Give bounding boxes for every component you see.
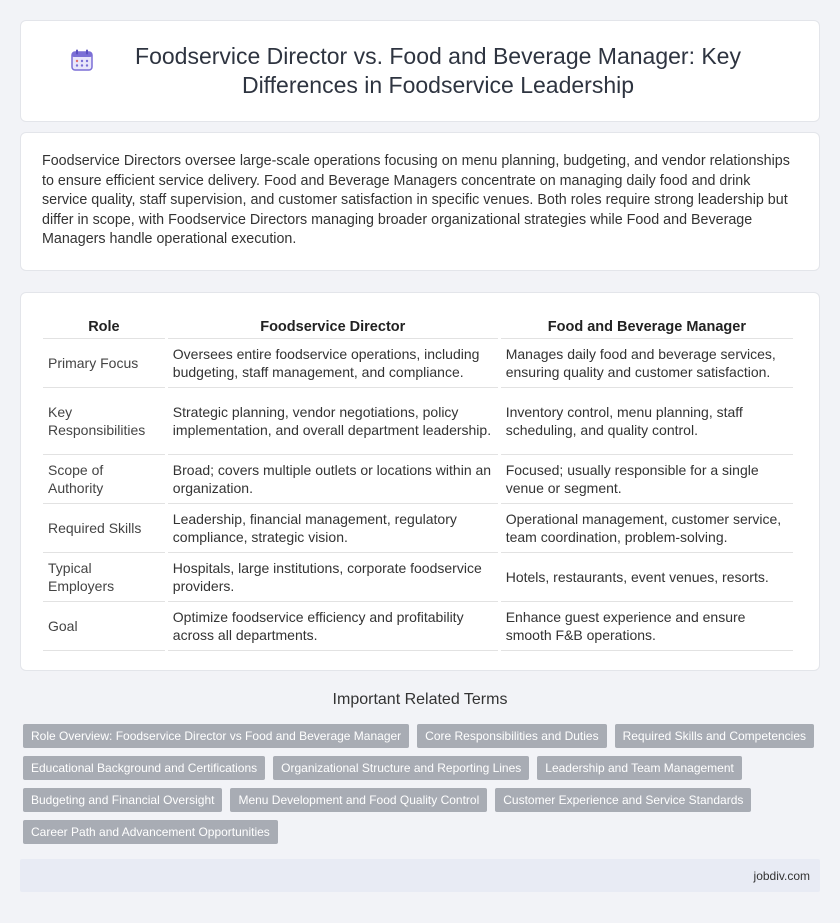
page-title: Foodservice Director vs. Food and Beverage Manager: Key Differences in Foodservice Leadership bbox=[135, 43, 741, 98]
table-row bbox=[43, 339, 793, 388]
related-tag[interactable]: Customer Experience and Service Standards bbox=[495, 788, 751, 812]
director-cell: Oversees entire foodservice operations, including budgeting, staff management, and compliance. bbox=[168, 339, 498, 388]
manager-cell: Manages daily food and beverage services, ensuring quality and customer satisfaction. bbox=[501, 339, 793, 388]
related-tag[interactable]: Menu Development and Food Quality Control bbox=[230, 788, 487, 812]
row-label: Key Responsibilities bbox=[43, 388, 165, 455]
related-tag[interactable]: Educational Background and Certifications bbox=[23, 756, 265, 780]
director-cell: Leadership, financial management, regulatory compliance, strategic vision. bbox=[168, 504, 498, 553]
row-label: Required Skills bbox=[43, 504, 165, 553]
calendar-icon bbox=[70, 48, 94, 77]
manager-cell: Hotels, restaurants, event venues, resorts. bbox=[501, 553, 793, 602]
related-tag[interactable]: Organizational Structure and Reporting Lines bbox=[273, 756, 529, 780]
row-label: Scope of Authority bbox=[43, 455, 165, 504]
related-tag[interactable]: Career Path and Advancement Opportunities bbox=[23, 820, 278, 844]
table-row bbox=[43, 553, 793, 602]
intro-text: Foodservice Directors oversee large-scale operations focusing on menu planning, budgeting, and vendor relationships to ensure efficient service delivery. Food and Beverage Managers concentrate on managing daily food and drink service quality, staff supervision, and customer satisfaction in specific venues. Both roles require strong leadership but differ in scope, with Foodservice Directors managing broader organizational strategies while Food and Beverage Managers handle operational execution. bbox=[42, 153, 790, 248]
table-row bbox=[43, 602, 793, 651]
manager-cell: Inventory control, menu planning, staff scheduling, and quality control. bbox=[501, 388, 793, 455]
row-label: Goal bbox=[43, 602, 165, 651]
footer bbox=[20, 859, 820, 892]
comparison-table-card bbox=[20, 292, 820, 671]
comparison-table bbox=[40, 309, 796, 651]
footer-site-link[interactable]: jobdiv.com bbox=[753, 868, 810, 883]
manager-cell: Enhance guest experience and ensure smooth F&B operations. bbox=[501, 602, 793, 651]
related-tag[interactable]: Required Skills and Competencies bbox=[615, 724, 814, 748]
header-foodservice-director: Foodservice Director bbox=[168, 309, 498, 339]
table-row bbox=[43, 388, 793, 455]
row-label: Primary Focus bbox=[43, 339, 165, 388]
title-card bbox=[20, 20, 820, 122]
row-label: Typical Employers bbox=[43, 553, 165, 602]
director-cell: Optimize foodservice efficiency and profitability across all departments. bbox=[168, 602, 498, 651]
related-tag[interactable]: Core Responsibilities and Duties bbox=[417, 724, 606, 748]
related-tag[interactable]: Leadership and Team Management bbox=[537, 756, 742, 780]
director-cell: Hospitals, large institutions, corporate foodservice providers. bbox=[168, 553, 498, 602]
related-terms-heading: Important Related Terms bbox=[332, 691, 508, 708]
related-tag[interactable]: Budgeting and Financial Oversight bbox=[23, 788, 222, 812]
related-tag[interactable]: Role Overview: Foodservice Director vs Food and Beverage Manager bbox=[23, 724, 409, 748]
table-header-row bbox=[43, 309, 793, 339]
manager-cell: Operational management, customer service, team coordination, problem-solving. bbox=[501, 504, 793, 553]
table-row bbox=[43, 504, 793, 553]
related-terms-tags bbox=[23, 724, 823, 844]
header-role: Role bbox=[43, 309, 165, 339]
intro-card bbox=[20, 132, 820, 271]
table-row bbox=[43, 455, 793, 504]
director-cell: Strategic planning, vendor negotiations, policy implementation, and overall department leadership. bbox=[168, 388, 498, 455]
header-food-beverage-manager: Food and Beverage Manager bbox=[501, 309, 793, 339]
director-cell: Broad; covers multiple outlets or locations within an organization. bbox=[168, 455, 498, 504]
manager-cell: Focused; usually responsible for a single venue or segment. bbox=[501, 455, 793, 504]
